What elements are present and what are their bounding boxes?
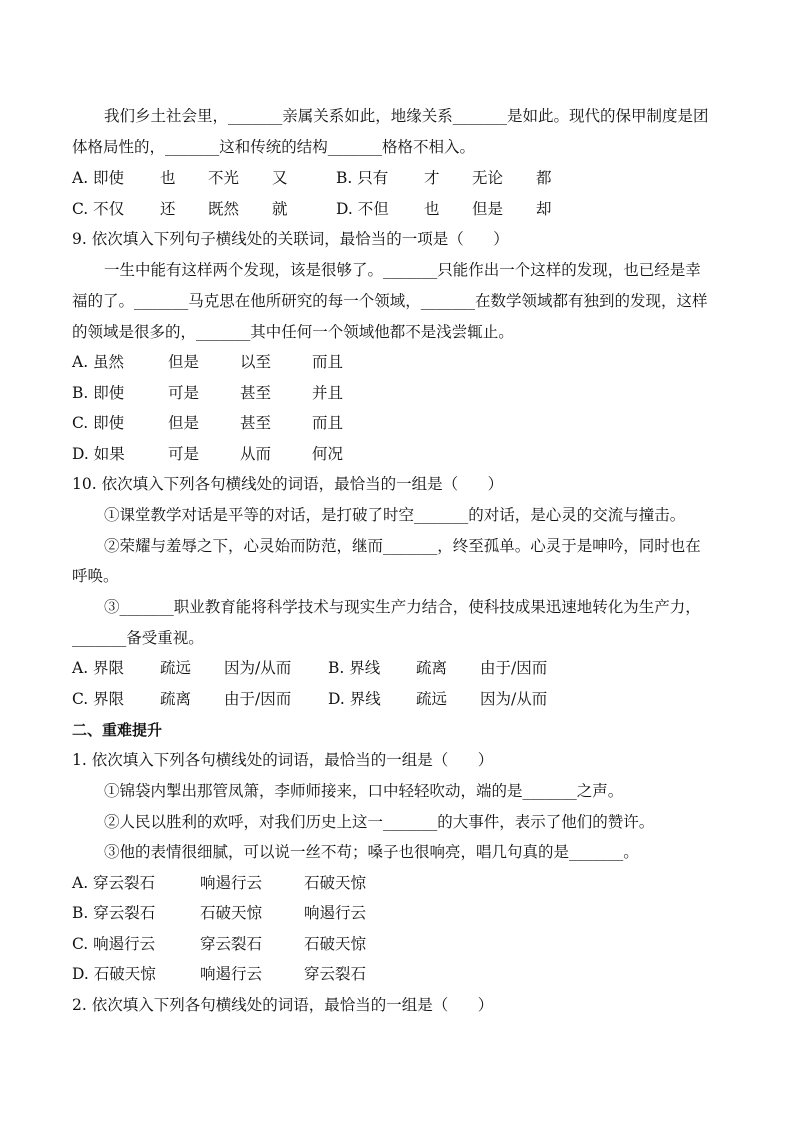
- q9-option-c: [72, 413, 472, 433]
- option-a-word-3: 不光: [208, 169, 240, 187]
- q10-option-a-word-3: 因为/从而: [224, 659, 292, 677]
- s2q1-option-a-word-2: 响遏行云: [200, 874, 263, 892]
- s2q1-option-c-word-3: 石破天惊: [304, 935, 367, 953]
- q9-option-d-label: D. 如果: [72, 445, 125, 463]
- q10-option-b-word-2: 疏离: [416, 659, 448, 677]
- q10-option-c-word-2: 疏离: [160, 690, 192, 708]
- s2q1-line-3: ③他的表情很细腻，可以说一丝不苟；嗓子也很响亮，唱几句真的是_______。: [104, 843, 639, 861]
- q10-line-2: ②荣耀与羞辱之下，心灵始而防范，继而_______，终至孤单。心灵于是呻吟，同时也在: [104, 537, 701, 555]
- q10-line-3: 呼唤。: [72, 567, 119, 585]
- option-c-word-2: 还: [160, 200, 176, 218]
- option-c-label: C. 不仅: [72, 200, 125, 218]
- options-row-cd: [72, 199, 772, 219]
- q10-option-a-word-2: 疏远: [160, 659, 192, 677]
- s2q1-option-d-word-3: 穿云裂石: [304, 965, 367, 983]
- q9-option-b: [72, 383, 472, 403]
- q9-line-1: 一生中能有这样两个发现，该是很够了。_______只能作出一个这样的发现，也已经是幸: [104, 261, 701, 279]
- q10-option-d-word-3: 因为/从而: [480, 690, 548, 708]
- option-b-word-3: 无论: [472, 169, 504, 187]
- q9-option-c-word-4: 而且: [312, 414, 344, 432]
- q9-line-2: 福的了。_______马克思在他所研究的每一个领域，_______在数学领域都有独到的发现，这样: [72, 292, 708, 310]
- s2q1-option-a: [72, 873, 472, 893]
- s2q1-option-a-word-1: A. 穿云裂石: [72, 874, 156, 892]
- option-a-word-2: 也: [160, 169, 176, 187]
- q9-option-a-word-3: 以至: [240, 353, 272, 371]
- option-c-word-4: 就: [272, 200, 288, 218]
- q9-option-d-word-3: 从而: [240, 445, 272, 463]
- option-c-word-3: 既然: [208, 200, 240, 218]
- q9-option-a: [72, 352, 472, 372]
- q10-options-row-cd: [72, 689, 772, 709]
- s2q1-option-d-word-1: D. 石破天惊: [72, 965, 156, 983]
- q10-option-c-label: C. 界限: [72, 690, 125, 708]
- s2q1-option-a-word-3: 石破天惊: [304, 874, 367, 892]
- q10-option-b-label: B. 界线: [328, 659, 381, 677]
- s2q1-option-d: [72, 964, 472, 984]
- option-d-word-3: 但是: [472, 200, 504, 218]
- s2q1-option-b-word-3: 响遏行云: [304, 904, 367, 922]
- q10-option-c-word-3: 由于/因而: [224, 690, 292, 708]
- q10-line-1: ①课堂教学对话是平等的对话，是打破了时空_______的对话，是心灵的交流与撞击。: [104, 506, 686, 524]
- option-d-word-4: 却: [536, 200, 552, 218]
- q9-option-a-word-2: 但是: [168, 353, 200, 371]
- q9-line-3: 的领域是很多的，_______其中任何一个领域他都不是浅尝辄止。: [72, 323, 514, 341]
- passage-line-2: 体格局性的，_______这和传统的结构_______格格不相入。: [72, 138, 476, 156]
- section-heading: 二、重难提升: [72, 721, 163, 739]
- option-d-label: D. 不但: [336, 200, 389, 218]
- q9-option-b-word-3: 甚至: [240, 384, 272, 402]
- s2q1-option-b-word-1: B. 穿云裂石: [72, 904, 156, 922]
- s2q1-stem: 1. 依次填入下列各句横线处的词语，最恰当的一组是（ ）: [72, 751, 494, 769]
- q10-option-a-label: A. 界限: [72, 659, 125, 677]
- q9-option-a-word-4: 而且: [312, 353, 344, 371]
- q9-option-a-label: A. 虽然: [72, 353, 125, 371]
- q9-option-d: [72, 444, 472, 464]
- s2q1-option-b-word-2: 石破天惊: [200, 904, 263, 922]
- s2q1-option-d-word-2: 响遏行云: [200, 965, 263, 983]
- q10-line-5: _______备受重视。: [72, 629, 204, 647]
- q9-stem: 9. 依次填入下列句子横线处的关联词，最恰当的一项是（ ）: [72, 230, 509, 248]
- s2q1-line-2: ②人民以胜利的欢呼，对我们历史上这一_______的大事件，表示了他们的赞许。: [104, 813, 655, 831]
- option-a-word-4: 又: [272, 169, 288, 187]
- q9-option-c-word-3: 甚至: [240, 414, 272, 432]
- q10-option-b-word-3: 由于/因而: [480, 659, 548, 677]
- option-a-label: A. 即使: [72, 169, 125, 187]
- s2q1-option-c-word-2: 穿云裂石: [200, 935, 263, 953]
- option-b-word-2: 才: [424, 169, 440, 187]
- s2q2-stem: 2. 依次填入下列各句横线处的词语，最恰当的一组是（ ）: [72, 996, 494, 1014]
- s2q1-option-c: [72, 934, 472, 954]
- q9-option-b-label: B. 即使: [72, 384, 125, 402]
- s2q1-option-c-word-1: C. 响遏行云: [72, 935, 156, 953]
- options-row-ab: [72, 168, 772, 188]
- passage-line-1: 我们乡土社会里，_______亲属关系如此，地缘关系_______是如此。现代的保甲制度是团: [104, 107, 709, 125]
- q9-option-c-word-2: 但是: [168, 414, 200, 432]
- q10-option-d-label: D. 界线: [328, 690, 381, 708]
- q10-line-4: ③_______职业教育能将科学技术与现实生产力结合，使科技成果迅速地转化为生产力，: [104, 598, 701, 616]
- option-b-label: B. 只有: [336, 169, 389, 187]
- q9-option-b-word-2: 可是: [168, 384, 200, 402]
- q10-stem: 10. 依次填入下列各句横线处的词语，最恰当的一组是（ ）: [72, 475, 504, 493]
- q10-option-d-word-2: 疏远: [416, 690, 448, 708]
- s2q1-option-b: [72, 903, 472, 923]
- option-b-word-4: 都: [536, 169, 552, 187]
- q9-option-b-word-4: 并且: [312, 384, 344, 402]
- q9-option-d-word-4: 何况: [312, 445, 344, 463]
- q9-option-c-label: C. 即使: [72, 414, 125, 432]
- q10-options-row-ab: [72, 658, 772, 678]
- option-d-word-2: 也: [424, 200, 440, 218]
- s2q1-line-1: ①锦袋内掣出那管凤箫，李师师接来，口中轻轻吹动，端的是_______之声。: [104, 782, 624, 800]
- q9-option-d-word-2: 可是: [168, 445, 200, 463]
